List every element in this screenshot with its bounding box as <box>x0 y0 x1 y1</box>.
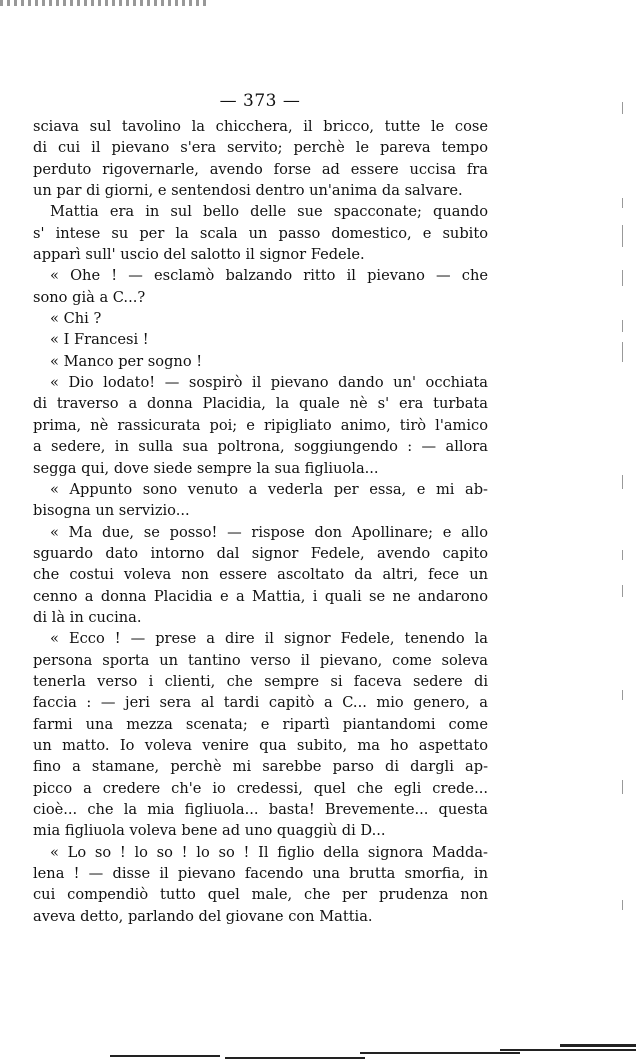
text-line: « Manco per sogno ! <box>50 352 203 370</box>
text-line: aveva detto, parlando del giovane con Mattia. <box>33 907 373 925</box>
body-text <box>33 116 488 927</box>
text-line: persona sporta un tantino verso il pievano, come soleva <box>33 651 488 669</box>
text-line: « Lo so ! lo so ! lo so ! Il figlio della signora Madda- <box>50 843 488 861</box>
text-line: tenerla verso i clienti, che sempre si faceva sedere di <box>33 672 488 690</box>
text-line: « Chi ? <box>50 310 102 328</box>
text-line: « Ecco ! — prese a dire il signor Fedele, tenendo la <box>50 630 488 648</box>
text-line: segga qui, dove siede sempre la sua figliuola... <box>33 459 379 477</box>
text-line: bisogna un servizio... <box>33 502 190 520</box>
text-line: Mattia era in sul bello delle sue spacconate; quando <box>50 203 488 221</box>
text-line: prima, nè rassicurata poi; e ripigliato animo, tirò l'amico <box>33 416 488 434</box>
text-line: « Ohe ! — esclamò balzando ritto il pievano — che <box>50 267 488 285</box>
text-line: farmi una mezza scenata; e ripartì piantandomi come <box>33 715 488 733</box>
text-line: un par di giorni, e sentendosi dentro un'anima da salvare. <box>33 182 463 200</box>
text-line: che costui voleva non essere ascoltato da altri, fece un <box>33 566 488 584</box>
text-line: sguardo dato intorno dal signor Fedele, avendo capito <box>33 544 488 562</box>
margin-marks <box>622 80 626 980</box>
text-line: « Ma due, se posso! — rispose don Apollinare; e allo <box>50 523 488 541</box>
text-line: mia figliuola voleva bene ad uno quaggiù di D... <box>33 822 386 840</box>
text-line: « Appunto sono venuto a vederla per essa, e mi ab- <box>50 480 488 498</box>
text-line: apparì sull' uscio del salotto il signor Fedele. <box>33 246 365 264</box>
text-line: s' intese su per la scala un passo domestico, e subito <box>33 224 488 242</box>
text-line: di cui il pievano s'era servito; perchè le pareva tempo <box>33 139 488 157</box>
top-edge-smudge <box>0 0 210 6</box>
text-line: a sedere, in sulla sua poltrona, soggiungendo : — allora <box>33 438 488 456</box>
text-line: perduto rigovernarle, avendo forse ad essere uccisa fra <box>33 160 488 178</box>
text-line: sciava sul tavolino la chicchera, il bricco, tutte le cose <box>33 118 488 135</box>
bottom-edge-streaks <box>0 1035 636 1063</box>
text-line: cui compendiò tutto quel male, che per prudenza non <box>33 886 488 904</box>
text-line: di traverso a donna Placidia, la quale nè s' era turbata <box>33 395 488 413</box>
text-line: di là in cucina. <box>33 608 142 626</box>
page-number: — 373 — <box>219 91 301 111</box>
text-line: picco a credere ch'e io credessi, quel che egli crede... <box>33 779 488 797</box>
text-line: sono già a C...? <box>33 288 146 306</box>
text-line: « I Francesi ! <box>50 331 149 349</box>
text-line: lena ! — disse il pievano facendo una brutta smorfia, in <box>33 865 488 883</box>
text-line: cioè... che la mia figliuola... basta! Brevemente... questa <box>33 801 488 818</box>
text-line: cenno a donna Placidia e a Mattia, i quali se ne andarono <box>33 587 488 605</box>
text-line: faccia : — jeri sera al tardi capitò a C... mio genero, a <box>33 694 488 712</box>
text-line: un matto. Io voleva venire qua subito, ma ho aspettato <box>33 736 488 754</box>
text-line: fino a stamane, perchè mi sarebbe parso di dargli ap- <box>33 758 488 776</box>
text-line: « Dio lodato! — sospirò il pievano dando un' occhiata <box>50 374 488 392</box>
